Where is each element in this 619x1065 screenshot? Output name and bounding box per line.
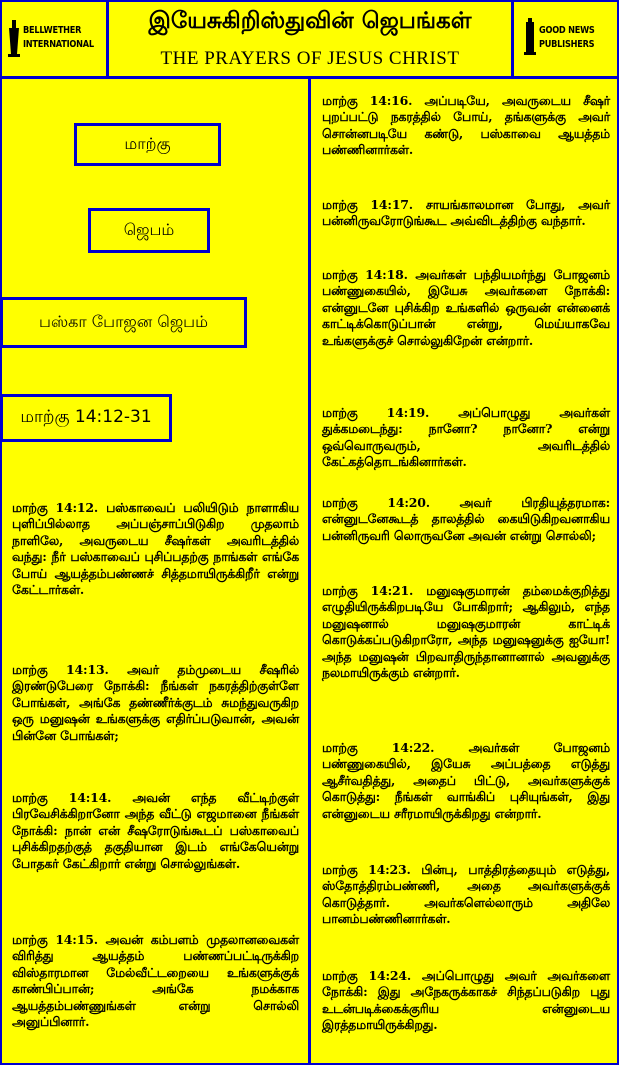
page-title-tamil: இயேசுகிறிஸ்துவின் ஜெபங்கள் xyxy=(148,8,472,34)
prayer-name-box xyxy=(0,297,247,348)
verse-14-17: மாற்கு 14:17. சாயங்காலமான போது, அவர் பன்னிருவரோடுங்கூட அவ்விடத்திற்கு வந்தார். xyxy=(322,197,610,229)
verse-14-22: மாற்கு 14:22. அவர்கள் போஜனம் பண்ணுகையில், இயேசு அப்பத்தை எடுத்து ஆசீர்வதித்து, அதைப் பிட்டு, அவர்களுக்குக் கொடுத்து: நீங்கள் வாங்கிப் புசியுங்கள், இது என்னுடைய சரீரமாயிருக்கிறது என்றார். xyxy=(322,740,610,821)
verse-14-13: மாற்கு 14:13. அவர் தம்முடைய சீஷரில் இரண்டுபேரை நோக்கி: நீங்கள் நகரத்திற்குள்ளே போங்கள், அங்கே தண்ணீர்க்குடம் சுமந்துவருகிற ஒரு மனுஷன் உங்களுக்கு எதிர்ப்படுவான், அவன் பின்னே போங்கள்; xyxy=(12,662,299,743)
verse-14-15: மாற்கு 14:15. அவன் கம்பளம் முதலானவைகள் விரித்து ஆயத்தம் பண்ணப்பட்டிருக்கிற விஸ்தாரமான மேல்வீட்டறையை உங்களுக்குக் காண்பிப்பான்; அங்கே நமக்காக ஆயத்தம்பண்ணுங்கள் என்று சொல்லி அனுப்பினார். xyxy=(12,932,299,1030)
header xyxy=(2,2,617,78)
prayer-label: ஜெபம் xyxy=(123,220,175,239)
reference-box xyxy=(0,394,172,442)
logo-right-line2: PUBLISHERS xyxy=(539,39,595,50)
title-cell xyxy=(109,2,514,78)
verse-14-21: மாற்கு 14:21. மனுஷகுமாரன் தம்மைக்குறித்து எழுதியிருக்கிறபடியே போகிறார்; ஆகிலும், எந்த மனுஷனால் மனுஷகுமாரன் காட்டிக் கொடுக்கப்படுகிறாரோ, அந்த மனுஷனுக்கு ஐயோ! அந்த மனுஷன் பிறவாதிருந்தானானால் அவனுக்கு நலமாயிருக்கும் என்றார். xyxy=(322,583,610,681)
publisher-logo-right xyxy=(514,2,617,78)
book-box xyxy=(74,123,221,166)
verse-14-12: மாற்கு 14:12. பஸ்காவைப் பலியிடும் நாளாகிய புளிப்பில்லாத அப்பஞ்சாப்பிடுகிற முதலாம் நாளிலே, அவருடைய சீஷர்கள் அவரிடத்தில் வந்து: நீர் பஸ்காவைப் புசிப்பதற்கு நாங்கள் எங்கே போய் ஆயத்தம்பண்ணச் சித்தமாயிருக்கிறீர் என்று கேட்டார்கள். xyxy=(12,500,299,598)
verse-14-24: மாற்கு 14:24. அப்பொழுது அவர் அவர்களை நோக்கி: இது அநேகருக்காகச் சிந்தப்படுகிற புது உடன்படிக்கைக்குரிய என்னுடைய இரத்தமாயிருக்கிறது. xyxy=(322,968,610,1033)
book-icon xyxy=(524,18,536,58)
verse-14-18: மாற்கு 14:18. அவர்கள் பந்தியமர்ந்து போஜனம் பண்ணுகையில், இயேசு அவர்களை நோக்கி: என்னுடனே புசிக்கிற உங்களில் ஒருவன் என்னைக் காட்டிக்கொடுப்பான் என்று, மெய்யாகவே உங்களுக்குச் சொல்லுகிறேன் என்றார். xyxy=(322,267,610,348)
reference-label: மாற்கு 14:12-31 xyxy=(20,407,152,427)
logo-left-line2: INTERNATIONAL xyxy=(23,39,94,50)
verse-14-14: மாற்கு 14:14. அவன் எந்த வீட்டிற்குள் பிரவேசிக்கிறானோ அந்த வீட்டு எஜமானை நீங்கள் நோக்கி: நான் என் சீஷரோடுங்கூடப் பஸ்காவைப் புசிக்கிறதற்குத் தகுதியான இடம் எங்கேயென்று போதகர் கேட்கிறார் என்று சொல்லுங்கள். xyxy=(12,790,299,871)
verse-14-23: மாற்கு 14:23. பின்பு, பாத்திரத்தையும் எடுத்து, ஸ்தோத்திரம்பண்ணி, அதை அவர்களுக்குக் கொடுத்தார். அவர்களெல்லாரும் அதிலே பானம்பண்ணினார்கள். xyxy=(322,862,610,927)
verse-14-16: மாற்கு 14:16. அப்படியே, அவருடைய சீஷர் புறப்பட்டு நகரத்தில் போய், தங்களுக்கு அவர் சொன்னபடியே கண்டு, பஸ்காவை ஆயத்தம் பண்ணினார்கள். xyxy=(322,93,610,158)
page-title-english: THE PRAYERS OF JESUS CHRIST xyxy=(160,48,460,69)
verse-14-20: மாற்கு 14:20. அவர் பிரதியுத்தரமாக: என்னுடனேகூடத் தாலத்தில் கையிடுகிறவனாகிய பன்னிருவரி லொருவனே அவன் என்று சொல்லி; xyxy=(322,495,610,543)
prayer-box xyxy=(88,208,210,253)
logo-left-line1: BELLWETHER xyxy=(23,25,82,36)
verse-14-19: மாற்கு 14:19. அப்பொழுது அவர்கள் துக்கமடைந்து: நானோ? நானோ? என்று ஒவ்வொருவரும், அவரிடத்தில் கேட்கத்தொடங்கினார்கள். xyxy=(322,405,610,470)
book-label: மாற்கு xyxy=(124,134,171,153)
publisher-logo-left xyxy=(2,2,109,78)
logo-right-line1: GOOD NEWS xyxy=(539,25,595,36)
bell-tower-icon xyxy=(8,18,20,58)
prayer-name-label: பஸ்கா போஜன ஜெபம் xyxy=(39,312,208,331)
column-divider xyxy=(308,79,311,1065)
